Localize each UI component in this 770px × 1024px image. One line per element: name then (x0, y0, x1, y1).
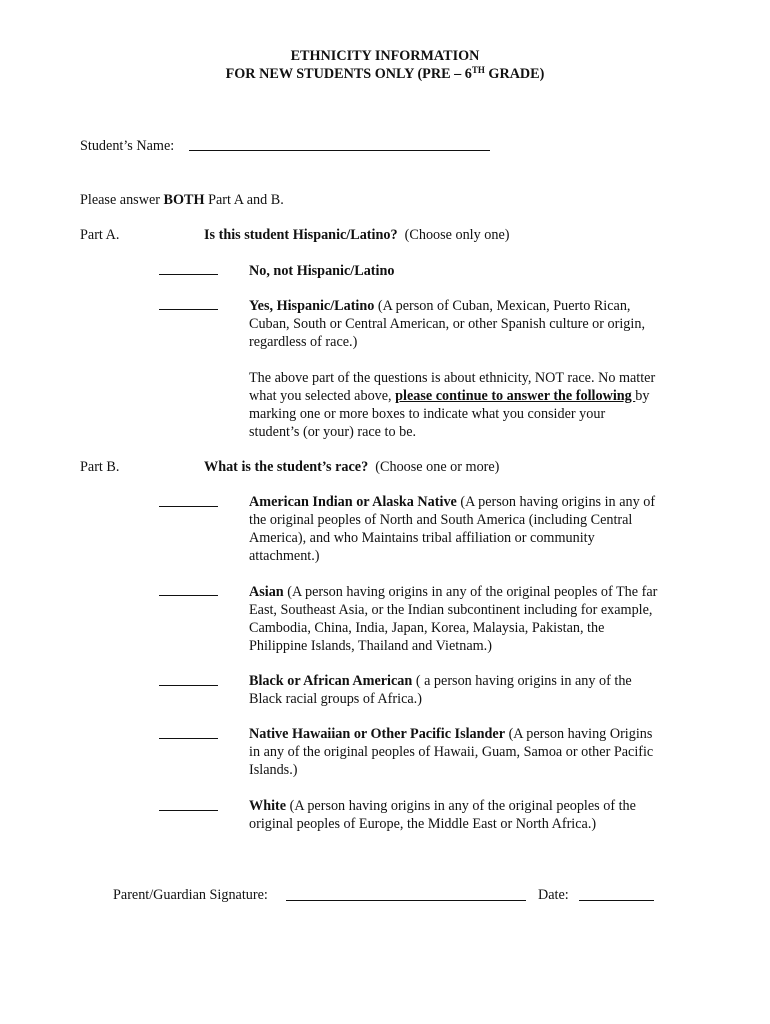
part-b-option-3-name: Black or African American (249, 673, 413, 689)
part-a-option-2 (249, 297, 659, 351)
part-b-option-4-blank[interactable] (159, 738, 218, 739)
part-b-option-2-blank[interactable] (159, 595, 218, 596)
part-b-option-5-blank[interactable] (159, 810, 218, 811)
part-a-note-pre: The above part of the questions is about ethnicity, NOT race. No matter what you selected above, (249, 370, 656, 404)
title-line-2 (0, 65, 770, 83)
part-b-question (204, 458, 499, 476)
part-a-option-2-desc: (A person of Cuban, Mexican, Puerto Rican, Cuban, South or Central American, or other Spanish culture or origin, regardless of race.) (249, 298, 645, 350)
part-b-option-1-blank[interactable] (159, 506, 218, 507)
part-b-option-1 (249, 493, 659, 565)
part-b-option-5-name: White (249, 798, 287, 814)
instructions-bold: BOTH (163, 192, 205, 208)
part-b-option-4-desc: (A person having Origins in any of the original peoples of Hawaii, Guam, Samoa or other Pacific Islands.) (249, 726, 654, 778)
signature-field[interactable] (286, 900, 526, 901)
part-b-question-bold: What is the student’s race? (204, 459, 369, 475)
part-b-option-1-desc: (A person having origins in any of the original peoples of North and South America (including Central America), and who Maintains tribal affiliation or community attachment.) (249, 494, 656, 564)
part-b-option-3 (249, 672, 659, 708)
student-name-label: Student’s Name: (80, 138, 175, 154)
part-b-option-5-desc: (A person having origins in any of the original peoples of the original peoples of Europe, the Middle East or North Africa.) (249, 798, 636, 832)
part-a-question-bold: Is this student Hispanic/Latino? (204, 227, 398, 243)
part-b-option-4 (249, 725, 659, 779)
part-b-question-note: (Choose one or more) (368, 459, 500, 475)
date-field[interactable] (579, 900, 654, 901)
part-a-option-1 (249, 262, 659, 280)
part-b-option-2 (249, 583, 659, 655)
date-label: Date: (538, 887, 569, 903)
part-b-option-1-name: American Indian or Alaska Native (249, 494, 457, 510)
title-line-2-pre: FOR NEW STUDENTS ONLY (PRE – 6 (225, 66, 472, 82)
part-a-option-2-name: Yes, Hispanic/Latino (249, 298, 375, 314)
part-b-option-2-desc: (A person having origins in any of the original peoples of The far East, Southeast Asia, or the Indian subcontinent including for example, Cambodia, China, India, Japan, Korea, Malaysia, Pakistan, the Philippine Islands, Thailand and Vietnam.) (249, 584, 658, 654)
part-a-option-2-blank[interactable] (159, 309, 218, 310)
part-b-option-2-name: Asian (249, 584, 284, 600)
part-b-label: Part B. (80, 459, 120, 475)
part-a-question (204, 226, 509, 244)
title-line-2-post: GRADE) (484, 66, 545, 82)
part-a-note (249, 369, 659, 441)
title-line-1: ETHNICITY INFORMATION (290, 48, 480, 64)
instructions-post: Part A and B. (204, 192, 284, 208)
instructions-pre: Please answer (80, 192, 164, 208)
part-b-option-5 (249, 797, 659, 833)
title-line-2-sup: TH (471, 65, 485, 75)
instructions (80, 191, 284, 209)
part-b-option-3-blank[interactable] (159, 685, 218, 686)
part-b-option-3-desc: ( a person having origins in any of the Black racial groups of Africa.) (249, 673, 632, 707)
part-a-note-post: by marking one or more boxes to indicate what you consider your student’s (or your) race to be. (249, 388, 650, 440)
part-a-question-note: (Choose only one) (397, 227, 510, 243)
part-a-label: Part A. (80, 227, 120, 243)
part-b-option-4-name: Native Hawaiian or Other Pacific Islander (249, 726, 506, 742)
part-a-option-1-blank[interactable] (159, 274, 218, 275)
student-name-field[interactable] (189, 150, 490, 151)
signature-label: Parent/Guardian Signature: (113, 887, 268, 903)
part-a-option-1-name: No, not Hispanic/Latino (249, 263, 395, 279)
part-a-note-emphasis: please continue to answer the following (395, 388, 636, 404)
